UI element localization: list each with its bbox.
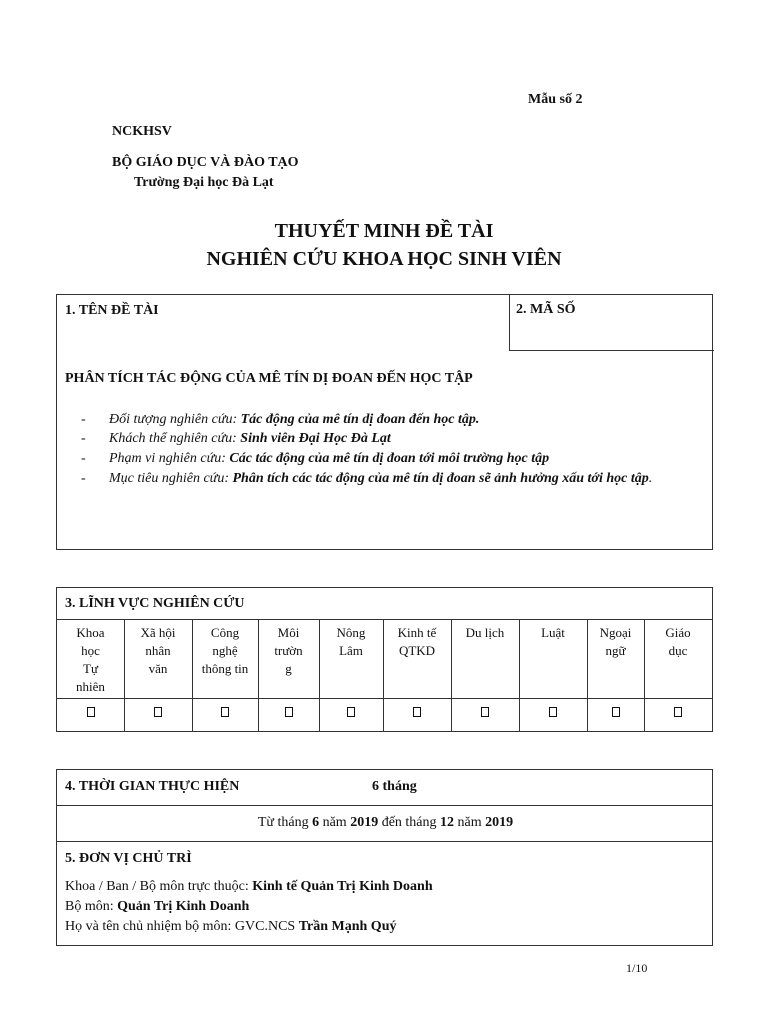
research-field-label: Giáo dục bbox=[665, 625, 691, 658]
range-text: năm bbox=[454, 815, 486, 830]
ministry-name: BỘ GIÁO DỤC VÀ ĐÀO TẠO bbox=[112, 155, 299, 170]
topic-title: PHÂN TÍCH TÁC ĐỘNG CỦA MÊ TÍN DỊ ĐOAN ĐẾN HỌC TẬP bbox=[65, 371, 473, 386]
bullet-label: Khách thể nghiên cứu: bbox=[109, 431, 241, 446]
end-year: 2019 bbox=[485, 815, 514, 830]
research-field-label: Luật bbox=[541, 625, 565, 640]
range-text: Từ tháng bbox=[257, 815, 313, 830]
department-label: Bộ môn: bbox=[65, 899, 118, 914]
duration-value: 6 tháng bbox=[372, 779, 417, 794]
research-field-checkbox[interactable] bbox=[674, 707, 682, 717]
research-field-label: Kinh tế QTKD bbox=[397, 625, 437, 658]
range-text: đến tháng bbox=[378, 815, 441, 830]
department-value: Quản Trị Kinh Doanh bbox=[117, 899, 250, 914]
research-field-label: Xã hội nhân văn bbox=[140, 625, 176, 676]
faculty-line bbox=[65, 879, 433, 895]
research-field-checkbox[interactable] bbox=[154, 707, 162, 717]
research-field-checkbox[interactable] bbox=[87, 707, 95, 717]
bullet-dash: - bbox=[81, 412, 86, 427]
research-field-label: Công nghệ thông tin bbox=[201, 625, 249, 676]
research-field-checkbox[interactable] bbox=[285, 707, 293, 717]
department-head-line bbox=[65, 919, 396, 935]
bullet-dash: - bbox=[81, 431, 86, 446]
faculty-label: Khoa / Ban / Bộ môn trực thuộc: bbox=[65, 879, 253, 894]
topic-section bbox=[56, 294, 713, 550]
page-number: 1/10 bbox=[626, 961, 648, 975]
bullet-value: Các tác động của mê tín dị đoan tới môi trường học tập bbox=[229, 451, 550, 466]
research-field-label: Khoa học Tự nhiên bbox=[76, 625, 105, 694]
code-heading: 2. MÃ SỐ bbox=[516, 302, 576, 317]
research-field-checkbox[interactable] bbox=[612, 707, 620, 717]
duration-heading: 4. THỜI GIAN THỰC HIỆN bbox=[65, 779, 240, 794]
document-title-line2: NGHIÊN CỨU KHOA HỌC SINH VIÊN bbox=[206, 248, 562, 270]
bullet-dash: - bbox=[81, 471, 86, 486]
end-month: 12 bbox=[440, 815, 455, 830]
research-field-label: Nông Lâm bbox=[336, 625, 366, 658]
program-code-label: NCKHSV bbox=[112, 124, 172, 139]
department-head-value: Trần Mạnh Quý bbox=[298, 919, 397, 934]
bullet-label: Đối tượng nghiên cứu: bbox=[109, 412, 241, 427]
start-month: 6 bbox=[312, 815, 320, 830]
code-cell bbox=[509, 294, 714, 351]
bullet-value: Sinh viên Đại Học Đà Lạt bbox=[240, 431, 391, 446]
research-field-checkbox[interactable] bbox=[413, 707, 421, 717]
research-field-label: Môi trườn g bbox=[274, 625, 303, 676]
bullet-dash: - bbox=[81, 451, 86, 466]
start-year: 2019 bbox=[350, 815, 379, 830]
bullet-label: Phạm vi nghiên cứu: bbox=[109, 451, 230, 466]
university-name: Trường Đại học Đà Lạt bbox=[134, 175, 274, 190]
research-field-label: Du lịch bbox=[465, 625, 505, 640]
host-unit-heading: 5. ĐƠN VỊ CHỦ TRÌ bbox=[65, 851, 192, 866]
document-title-line1: THUYẾT MINH ĐỀ TÀI bbox=[274, 220, 494, 242]
bullet-label: Mục tiêu nghiên cứu: bbox=[109, 471, 233, 486]
research-field-checkbox[interactable] bbox=[549, 707, 557, 717]
topic-heading: 1. TÊN ĐỀ TÀI bbox=[65, 303, 159, 318]
faculty-value: Kinh tế Quản Trị Kinh Doanh bbox=[252, 879, 433, 894]
research-field-checkbox[interactable] bbox=[221, 707, 229, 717]
research-field-section bbox=[56, 587, 713, 732]
duration-range bbox=[57, 815, 714, 831]
research-field-label: Ngoại ngữ bbox=[599, 625, 632, 658]
research-field-heading: 3. LĨNH VỰC NGHIÊN CỨU bbox=[65, 596, 245, 611]
department-head-label: Họ và tên chủ nhiệm bộ môn: GVC.NCS bbox=[65, 919, 299, 934]
research-field-checkbox[interactable] bbox=[347, 707, 355, 717]
department-line bbox=[65, 899, 249, 915]
form-number: Mẫu số 2 bbox=[528, 92, 583, 107]
bullet-suffix: . bbox=[648, 471, 653, 486]
range-text: năm bbox=[319, 815, 351, 830]
bullet-value: Phân tích các tác động của mê tín dị đoan sẽ ảnh hưởng xấu tới học tập bbox=[232, 471, 649, 486]
bullet-value: Tác động của mê tín dị đoan đến học tập. bbox=[240, 412, 480, 427]
duration-unit-section bbox=[56, 769, 713, 946]
research-field-checkbox[interactable] bbox=[481, 707, 489, 717]
